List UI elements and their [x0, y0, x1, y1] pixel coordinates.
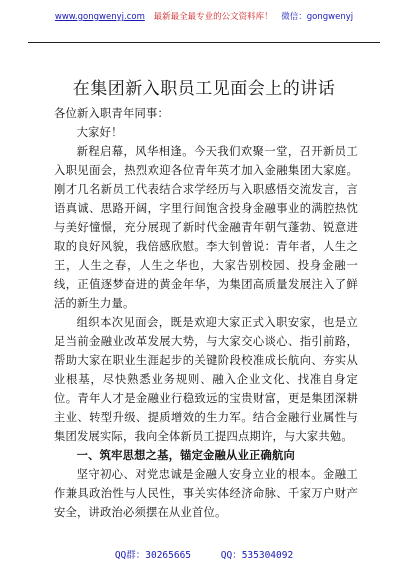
document-title: 在集团新入职员工见面会上的讲话 [72, 79, 336, 99]
section-paragraph: 坚守初心、对党忠诚是金融人安身立业的根本。金融工作兼具政治性与人民性，事关实体经济命脉、千家万户财产安全，讲政治必须摆在从业首位。 [54, 468, 358, 519]
wechat-id: 微信：gongwenyj [281, 12, 354, 22]
document-body [54, 104, 358, 522]
site-description: 最新最全最专业的公文资料库！ [153, 12, 273, 22]
header-divider [28, 42, 380, 43]
greeting: 大家好！ [76, 126, 123, 139]
salutation: 各位新入职青年同事： [54, 107, 169, 120]
qq-number: QQ：535304092 [220, 550, 294, 561]
section-heading: 一、筑牢思想之基，锚定金融从业正确航向 [76, 449, 296, 462]
header-bar [30, 10, 378, 22]
qq-group: QQ群：30265665 [114, 550, 192, 561]
footer-contacts [0, 547, 408, 561]
body-paragraph: 组织本次见面会，既是欢迎大家正式入职安家，也是立足当前金融业改革发展大势，与大家交心谈心、指引前路，帮助大家在职业生涯起步的关键阶段校准成长航向、夯实从业根基，尽快熟悉业务规则、融入企业文化、找准自身定位。青年人才是金融业行稳致远的宝贵财富，更是集团深耕主业、转型升级、提质增效的生力军。结合金融行业属性与集团发展实际，我向全体新员工提四点期许，与大家共勉。 [54, 316, 358, 443]
body-paragraph: 新程启幕，风华相逢。今天我们欢聚一堂，召开新员工入职见面会，热烈欢迎各位青年英才加入金融集团大家庭。刚才几名新员工代表结合求学经历与入职感悟交流发言，言语真诚、思路开阔，字里行间饱含投身金融事业的满腔热忱与美好憧憬，充分展现了新时代金融青年朝气蓬勃、锐意进取的良好风貌，我倍感欣慰。李大钊曾说：青年者，人生之王，人生之春，人生之华也，大家告别校园、投身金融一线，正值逐梦奋进的黄金年华，为集团高质量发展注入了鲜活的新生力量。 [54, 145, 358, 310]
site-url-link[interactable]: www.gongwenyj.com [54, 12, 145, 22]
